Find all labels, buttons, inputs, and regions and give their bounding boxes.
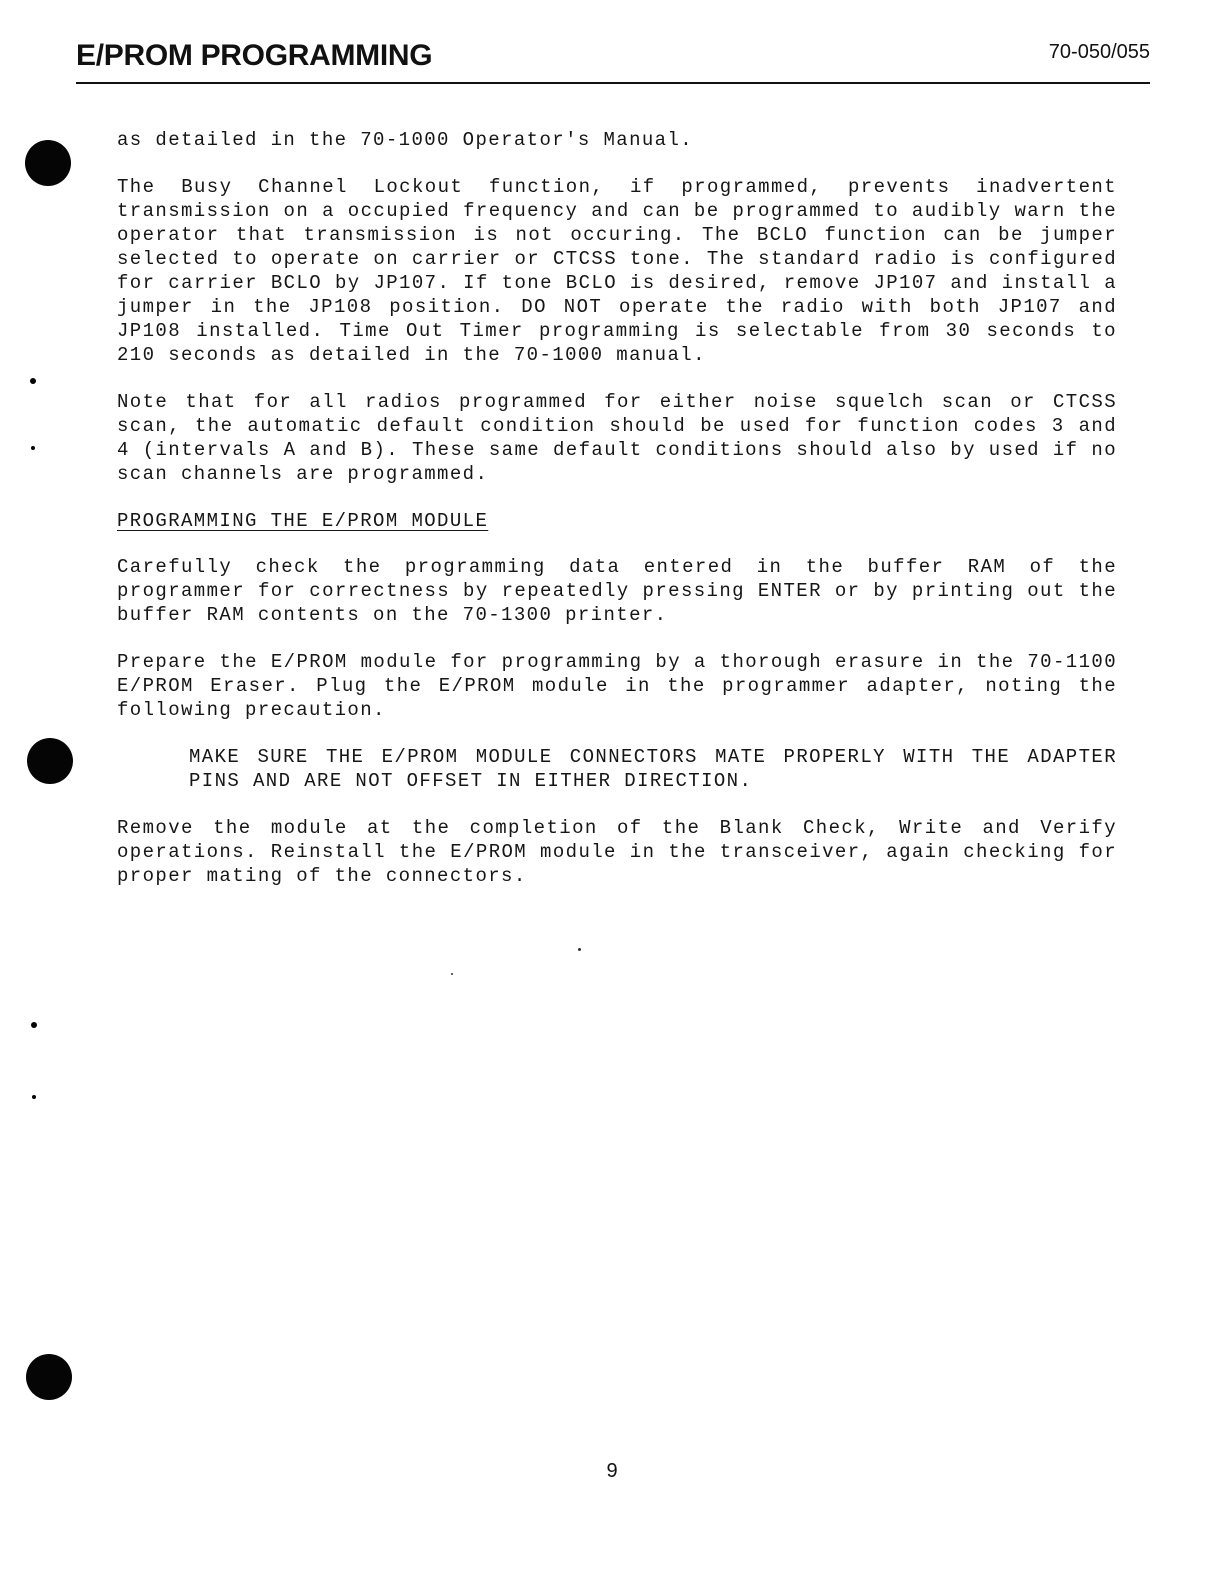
paragraph-prepare-module: Prepare the E/PROM module for programming by a thorough erasure in the 70-1100 E/PROM Eraser. Plug the E/PROM module in the programmer adapter, noting the following precaution. [117, 651, 1117, 721]
page-header [76, 38, 1150, 84]
body-content [117, 128, 1117, 911]
binder-hole-top [25, 140, 71, 186]
scan-dot [32, 1095, 36, 1099]
document-number: 70-050/055 [1048, 41, 1150, 63]
paragraph-bclo: The Busy Channel Lockout function, if programmed, prevents inadvertent transmission on a occupied frequency and can be programmed to audibly warn the operator that transmission is not occuring. The BCLO function can be jumper selected to operate on carrier or CTCSS tone. The standard radio is configured for carrier BCLO by JP107. If tone BCLO is desired, remove JP107 and install a jumper in the JP108 position. DO NOT operate the radio with both JP107 and JP108 installed. Time Out Timer programming is selectable from 30 seconds to 210 seconds as detailed in the 70-1000 manual. [117, 176, 1117, 366]
caution-note: MAKE SURE THE E/PROM MODULE CONNECTORS MATE PROPERLY WITH THE ADAPTER PINS AND ARE NOT OFFSET IN EITHER DIRECTION. [189, 746, 1117, 792]
section-heading: PROGRAMMING THE E/PROM MODULE [117, 510, 489, 532]
scan-dot [31, 446, 35, 450]
paragraph-remove-module: Remove the module at the completion of the Blank Check, Write and Verify operations. Reinstall the E/PROM module in the transceiver, again checking for proper mating of the connectors. [117, 817, 1117, 887]
page-title: E/PROM PROGRAMMING [76, 39, 433, 72]
paragraph-continuation: as detailed in the 70-1000 Operator's Manual. [117, 129, 694, 151]
scan-speck [451, 973, 453, 975]
scan-speck [578, 948, 581, 951]
paragraph-scan-note: Note that for all radios programmed for either noise squelch scan or CTCSS scan, the automatic default condition should be used for function codes 3 and 4 (intervals A and B). These same default conditions should also by used if no scan channels are programmed. [117, 391, 1117, 485]
paragraph-check-data: Carefully check the programming data entered in the buffer RAM of the programmer for correctness by repeatedly pressing ENTER or by printing out the buffer RAM contents on the 70-1300 printer. [117, 556, 1117, 626]
binder-hole-middle [27, 738, 73, 784]
binder-hole-bottom [26, 1354, 72, 1400]
scan-dot [30, 378, 36, 384]
scan-dot [31, 1022, 37, 1028]
page-number: 9 [606, 1460, 618, 1482]
